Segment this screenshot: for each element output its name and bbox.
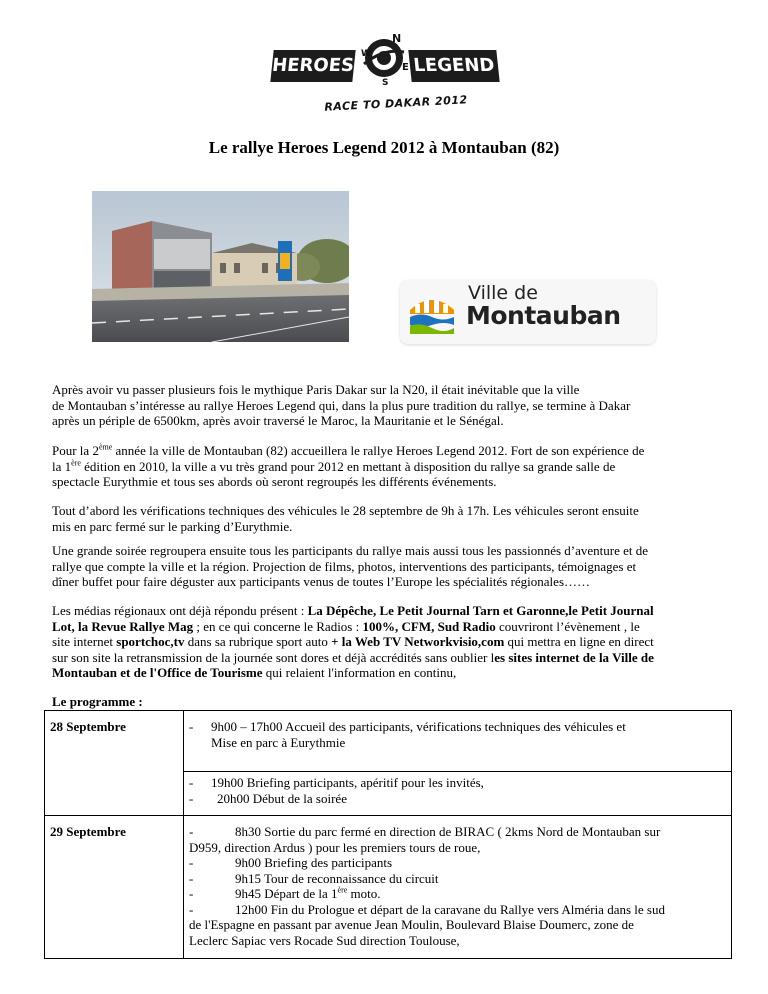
- list-item: - 9h45 Départ de la 1ère moto.: [189, 885, 381, 901]
- paragraph-intro: [52, 382, 722, 429]
- text-line: Tout d’abord les vérifications techniques des véhicules le 28 septembre de 9h à 17h. Les véhicules seront ensuite: [52, 503, 639, 518]
- text-line: D959, direction Ardus ) pour les premiers tours de roue,: [189, 839, 481, 855]
- day-cell: 28 Septembre: [45, 711, 184, 816]
- list-item: - 12h00 Fin du Prologue et départ de la caravane du Rallye vers Alméria dans le sud: [189, 901, 665, 917]
- day-cell: 29 Septembre: [45, 816, 184, 959]
- list-item: - 19h00 Briefing participants, apéritif pour les invités,: [189, 775, 484, 790]
- montauban-emblem-icon: [406, 288, 458, 336]
- compass-s: S: [382, 78, 389, 86]
- list-item: - 9h00 Briefing des participants: [189, 855, 393, 870]
- text-line: Après avoir vu passer plusieurs fois le mythique Paris Dakar sur la N20, il était inévitable que la ville: [52, 382, 580, 397]
- compass-w: W: [361, 49, 371, 59]
- paragraph-verifications: [52, 503, 722, 534]
- text-line: Une grande soirée regroupera ensuite tous les participants du rallye mais aussi tous les passionnés d’aventure et de: [52, 543, 649, 558]
- list-item: - 20h00 Début de la soirée: [189, 790, 347, 806]
- text-line: Montauban et de l'Office de Tourisme qui relaient l'information en continu,: [52, 665, 457, 680]
- compass-icon: [356, 30, 412, 86]
- page-title: Le rallye Heroes Legend 2012 à Montauban (82): [208, 138, 560, 157]
- text-line: de l'Espagne en passant par avenue Jean Moulin, Boulevard Blaise Doumerc, zone de: [189, 917, 634, 932]
- compass-n: N: [392, 32, 402, 45]
- text-line: après un périple de 6500km, après avoir traversé le Maroc, la Mauritanie et le Sénégal.: [52, 413, 504, 428]
- text-line: la 1ère édition en 2010, la ville a vu très grand pour 2012 en mettant à disposition du rallye sa grande salle de: [52, 458, 616, 474]
- text-line: de Montauban s’intéresse au rallye Heroes Legend qui, dans la plus pure tradition du rallye, se termine à Dakar: [52, 397, 631, 413]
- schedule-cell: [184, 816, 732, 959]
- heroes-legend-logo: [272, 30, 498, 120]
- text-line: rallye que compte la ville et la région. Projection de films, photos, interventions des participants, témoignages et: [52, 558, 637, 574]
- schedule-cell: [184, 772, 732, 816]
- text-line: Les médias régionaux ont déjà répondu présent : La Dépêche, Le Petit Journal Tarn et Garonne,le Petit Journal: [52, 603, 654, 618]
- paragraph-edition: [52, 443, 722, 490]
- compass-e: E: [402, 62, 409, 73]
- text-line: mis en parc fermé sur le parking d’Eurythmie.: [52, 518, 293, 534]
- ville-de-montauban-logo: [400, 280, 656, 344]
- ville-logo-line2: Montauban: [466, 301, 621, 330]
- schedule-cell: [184, 711, 732, 772]
- table-row: [45, 816, 732, 959]
- programme-label: Le programme :: [52, 694, 143, 709]
- paragraph-soiree: [52, 543, 722, 590]
- text-line: Lot, la Revue Rallye Mag ; en ce qui concerne le Radios : 100%, CFM, Sud Radio couvriront l’évènement , le: [52, 618, 640, 634]
- list-item: - 9h00 – 17h00 Accueil des participants, vérifications techniques des véhicules et Mise en parc à Eurythmie: [189, 719, 626, 750]
- text-line: site internet sportchoc,tv dans sa rubrique sport auto + la Web TV Networkvisio,com qui mettra en ligne en direct: [52, 634, 654, 649]
- programme-table: [44, 710, 732, 959]
- table-row: [45, 711, 732, 772]
- logo-left-word: HEROES: [270, 50, 355, 82]
- logo-tagline: RACE TO DAKAR 2012: [324, 93, 468, 114]
- eurythmie-photo: [92, 191, 349, 342]
- ville-logo-line1: Ville de: [468, 282, 538, 304]
- text-line: Pour la 2ème année la ville de Montauban (82) accueillera le rallye Heroes Legend 2012. Fort de son expérience de: [52, 442, 645, 458]
- text-line: dîner buffet pour faire déguster aux participants venus de toutes l’Europe les spécialités régionales……: [52, 574, 591, 589]
- list-item: - 8h30 Sortie du parc fermé en direction de BIRAC ( 2kms Nord de Montauban sur: [189, 824, 661, 839]
- paragraph-medias: [52, 603, 722, 681]
- text-line: spectacle Eurythmie et tous ses abords où seront regroupés les différents événements.: [52, 474, 497, 489]
- list-item: - 9h15 Tour de reconnaissance du circuit: [189, 870, 439, 886]
- text-line: sur son site la retransmission de la journée sont dores et déjà accrédités sans oublier les sites internet de la Ville de: [52, 649, 654, 665]
- logo-right-word: LEGEND: [408, 50, 499, 82]
- text-line: Leclerc Sapiac vers Rocade Sud direction Toulouse,: [189, 932, 460, 948]
